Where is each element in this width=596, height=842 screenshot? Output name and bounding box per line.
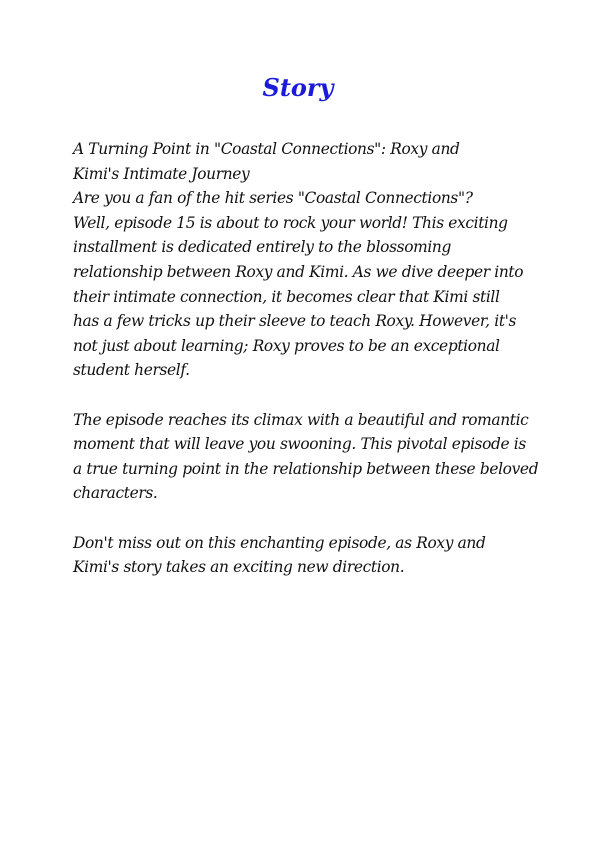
text-line: A Turning Point in "Coastal Connections": Roxy and (73, 140, 460, 158)
text-line: their intimate connection, it becomes clear that Kimi still (73, 287, 500, 306)
page-title: Story (262, 73, 334, 102)
text-line: not just about learning; Roxy proves to be an exceptional (73, 336, 500, 355)
text-line: has a few tricks up their sleeve to teach Roxy. However, it's (73, 312, 517, 331)
text-line: student herself. (73, 361, 190, 380)
text-line: Don't miss out on this enchanting episode, as Roxy and (73, 533, 486, 552)
text-line: a true turning point in the relationship between these beloved (73, 459, 539, 478)
text-line: Are you a fan of the hit series "Coastal Connections"? (73, 189, 473, 208)
story-body (73, 137, 539, 580)
paragraph-3 (73, 531, 533, 580)
text-line: Well, episode 15 is about to rock your world! This exciting (73, 213, 508, 232)
text-line: moment that will leave you swooning. This pivotal episode is (73, 435, 526, 454)
text-line: installment is dedicated entirely to the blossoming (73, 238, 451, 257)
text-line: Kimi's Intimate Journey (73, 164, 250, 183)
paragraph-1 (73, 137, 533, 383)
text-line: Kimi's story takes an exciting new direction. (73, 558, 405, 577)
text-line: The episode reaches its climax with a beautiful and romantic (73, 410, 529, 429)
paragraph-2 (73, 408, 539, 506)
text-line: relationship between Roxy and Kimi. As we dive deeper into (73, 262, 524, 281)
text-line: characters. (73, 484, 158, 503)
